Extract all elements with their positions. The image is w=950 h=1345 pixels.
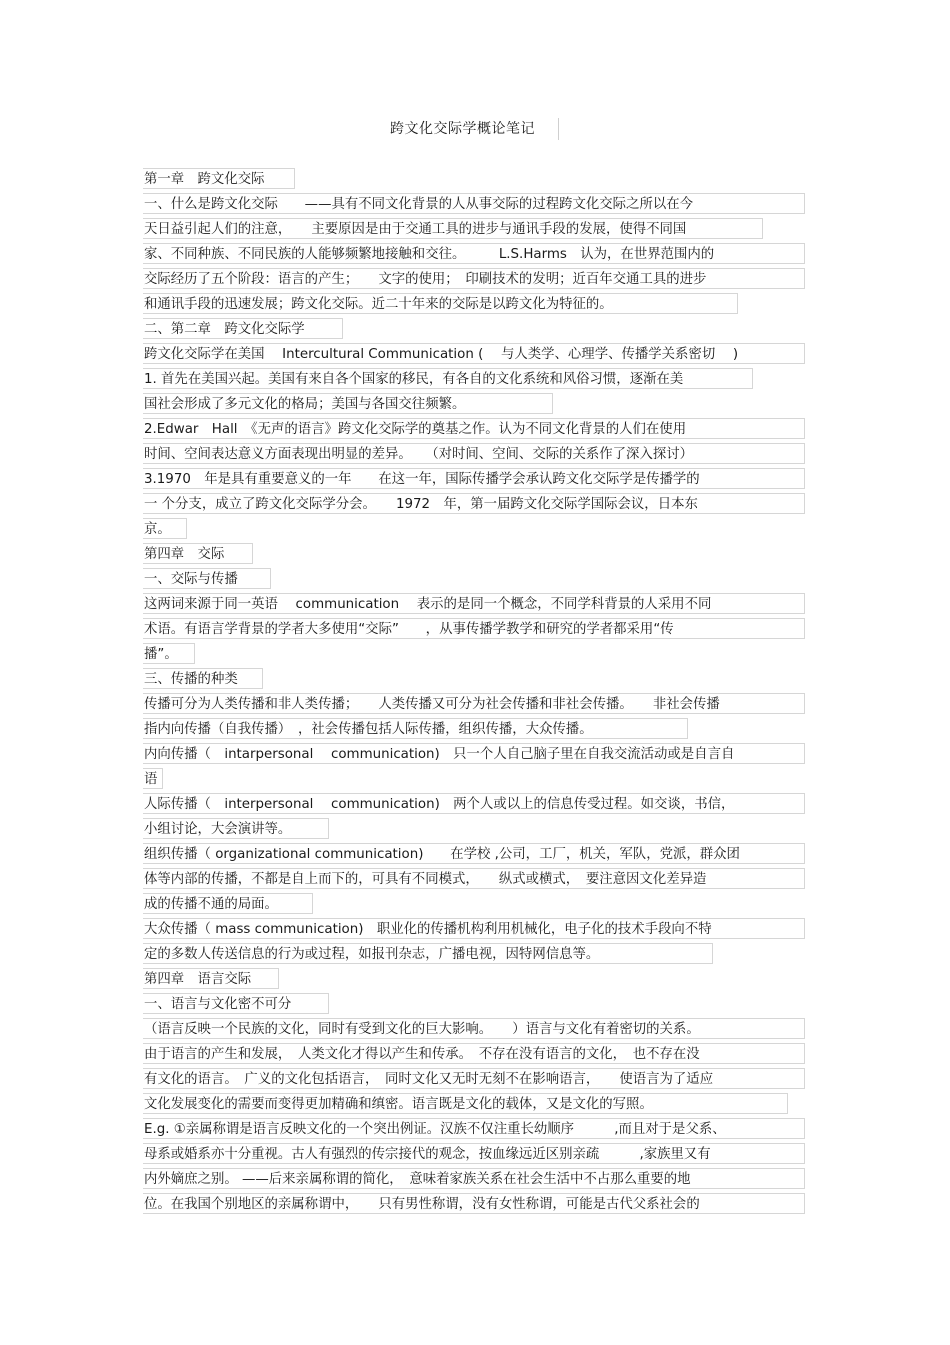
paragraph-line: 播”。 (143, 643, 195, 664)
paragraph-line: 语 (143, 768, 163, 789)
paragraph-line: 天日益引起人们的注意， 主要原因是由于交通工具的进步与通讯手段的发展，使得不同国 (143, 218, 763, 239)
chapter-heading: 第一章 跨文化交际 (143, 168, 295, 189)
paragraph-line: 国社会形成了多元文化的格局；美国与各国交往频繁。 (143, 393, 553, 414)
section-heading: 二、第二章 跨文化交际学 (143, 318, 343, 339)
paragraph-line: 交际经历了五个阶段：语言的产生； 文字的使用； 印刷技术的发明；近百年交通工具的进步 (143, 268, 805, 289)
section-heading: 三、传播的种类 (143, 668, 263, 689)
paragraph-line: 大众传播（ mass communication) 职业化的传播机构利用机械化，电子化的技术手段向不特 (143, 918, 805, 939)
paragraph-line: （语言反映一个民族的文化，同时有受到文化的巨大影响。 ）语言与文化有着密切的关系。 (143, 1018, 805, 1039)
paragraph-line: 有文化的语言。 广义的文化包括语言， 同时文化又无时无刻不在影响语言， 使语言为了适应 (143, 1068, 805, 1089)
paragraph-line: 一、什么是跨文化交际 ——具有不同文化背景的人从事交际的过程跨文化交际之所以在今 (143, 193, 805, 214)
paragraph-line: 这两词来源于同一英语 communication 表示的是同一个概念，不同学科背景的人采用不同 (143, 593, 805, 614)
paragraph-line: 传播可分为人类传播和非人类传播； 人类传播又可分为社会传播和非社会传播。 非社会传播 (143, 693, 805, 714)
paragraph-line: 由于语言的产生和发展， 人类文化才得以产生和传承。 不存在没有语言的文化， 也不存在没 (143, 1043, 805, 1064)
page-title: 跨文化交际学概论笔记 (390, 121, 535, 137)
paragraph-line: 体等内部的传播，不都是自上而下的，可具有不同模式， 纵式或横式， 要注意因文化差异造 (143, 868, 805, 889)
paragraph-line: 术语。有语言学背景的学者大多使用“交际” ，从事传播学教学和研究的学者都采用“传 (143, 618, 805, 639)
paragraph-line: 位。在我国个别地区的亲属称谓中， 只有男性称谓，没有女性称谓，可能是古代父系社会的 (143, 1193, 805, 1214)
chapter-heading: 第四章 语言交际 (143, 968, 279, 989)
paragraph-line: 跨文化交际学在美国 Intercultural Communication ( 与人类学、心理学、传播学关系密切 ) (143, 343, 805, 364)
paragraph-line: 母系或婚系亦十分重视。古人有强烈的传宗接代的观念，按血缘远近区别亲疏 ,家族里又有 (143, 1143, 805, 1164)
paragraph-line: 京。 (143, 518, 187, 539)
paragraph-line: 1. 首先在美国兴起。美国有来自各个国家的移民，有各自的文化系统和风俗习惯，逐渐在美 (143, 368, 753, 389)
paragraph-line: 人际传播（ interpersonal communication) 两个人或以上的信息传受过程。如交谈，书信， (143, 793, 805, 814)
paragraph-line: 指内向传播（自我传播） ，社会传播包括人际传播，组织传播，大众传播。 (143, 718, 688, 739)
paragraph-line: 小组讨论，大会演讲等。 (143, 818, 329, 839)
paragraph-line: 定的多数人传送信息的行为或过程，如报刊杂志，广播电视，因特网信息等。 (143, 943, 713, 964)
paragraph-line: 文化发展变化的需要而变得更加精确和缜密。语言既是文化的载体，又是文化的写照。 (143, 1093, 788, 1114)
paragraph-line: 家、不同种族、不同民族的人能够频繁地接触和交往。 L.S.Harms 认为，在世界范围内的 (143, 243, 805, 264)
paragraph-line: 内外嫡庶之别。 ——后来亲属称谓的简化， 意味着家族关系在社会生活中不占那么重要的地 (143, 1168, 805, 1189)
section-heading: 一、语言与文化密不可分 (143, 993, 329, 1014)
paragraph-line: 内向传播（ intarpersonal communication) 只一个人自己脑子里在自我交流活动或是自言自 (143, 743, 805, 764)
paragraph-line: E.g. ①亲属称谓是语言反映文化的一个突出例证。汉族不仅注重长幼顺序 ,而且对于是父系、 (143, 1118, 805, 1139)
chapter-heading: 第四章 交际 (143, 543, 253, 564)
paragraph-line: 3.1970 年是具有重要意义的一年 在这一年，国际传播学会承认跨文化交际学是传播学的 (143, 468, 805, 489)
paragraph-line: 成的传播不通的局面。 (143, 893, 313, 914)
paragraph-line: 2.Edwar Hall 《无声的语言》跨文化交际学的奠基之作。认为不同文化背景的人们在使用 (143, 418, 805, 439)
paragraph-line: 组织传播（ organizational communication) 在学校 ,公司，工厂，机关，军队，党派，群众团 (143, 843, 805, 864)
paragraph-line: 时间、空间表达意义方面表现出明显的差异。 （对时间、空间、交际的关系作了深入探讨） (143, 443, 805, 464)
paragraph-line: 一 个分支，成立了跨文化交际学分会。 1972 年，第一届跨文化交际学国际会议，日本东 (143, 493, 805, 514)
paragraph-line: 和通讯手段的迅速发展；跨文化交际。近二十年来的交际是以跨文化为特征的。 (143, 293, 738, 314)
title-divider (558, 118, 559, 140)
section-heading: 一、交际与传播 (143, 568, 271, 589)
